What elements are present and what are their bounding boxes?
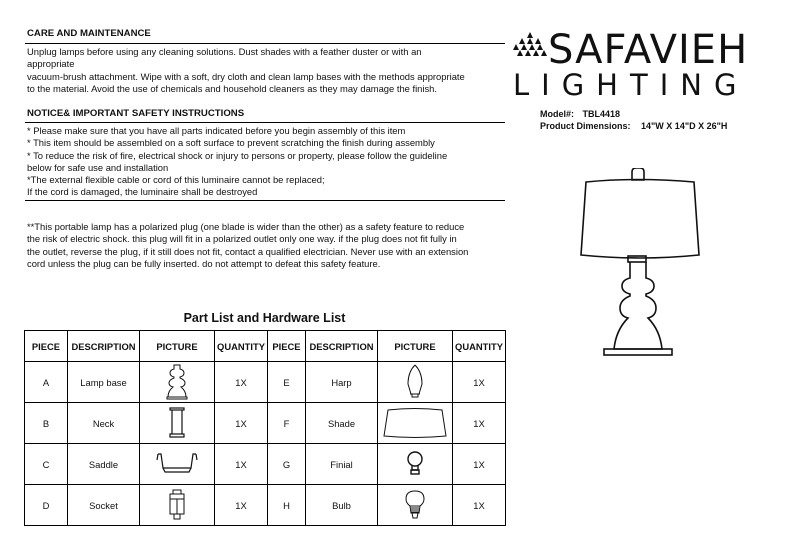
description-cell: Finial bbox=[306, 444, 378, 485]
care-line: to the material. Avoid the use of chemicals and household cleaners as they may damage the finish. bbox=[27, 82, 437, 94]
model-label: Model#: bbox=[540, 109, 575, 119]
parts-table bbox=[24, 330, 506, 526]
description-cell: Saddle bbox=[68, 444, 140, 485]
safety-line: below for safe use and installation bbox=[27, 161, 169, 173]
header-piece: PIECE bbox=[268, 331, 306, 362]
header-description: DESCRIPTION bbox=[68, 331, 140, 362]
description-cell: Lamp base bbox=[68, 362, 140, 403]
parts-title: Part List and Hardware List bbox=[183, 311, 346, 325]
plug-line: the outlet, reverse the plug, if it still does not fit, contact a qualified electrician. Never use with an extension bbox=[27, 245, 469, 257]
picture-cell bbox=[140, 403, 215, 444]
care-divider bbox=[25, 43, 505, 44]
table-row bbox=[25, 485, 506, 526]
saddle-icon bbox=[155, 450, 199, 478]
neck-icon bbox=[166, 406, 188, 440]
header-quantity: QUANTITY bbox=[215, 331, 268, 362]
piece-cell: C bbox=[25, 444, 68, 485]
quantity-cell: 1X bbox=[215, 444, 268, 485]
quantity-cell: 1X bbox=[453, 444, 506, 485]
description-cell: Harp bbox=[306, 362, 378, 403]
care-text bbox=[27, 46, 465, 95]
safety-divider bbox=[25, 122, 505, 123]
product-dimensions bbox=[540, 121, 727, 131]
safety-line: If the cord is damaged, the luminaire shall be destroyed bbox=[27, 186, 258, 198]
table-lamp-illustration bbox=[580, 168, 700, 358]
safety-line: * This item should be assembled on a soft surface to prevent scratching the finish during assembly bbox=[27, 137, 435, 149]
description-cell: Socket bbox=[68, 485, 140, 526]
quantity-cell: 1X bbox=[453, 403, 506, 444]
bulb-icon bbox=[402, 489, 428, 521]
picture-cell bbox=[140, 485, 215, 526]
safety-line: * To reduce the risk of fire, electrical shock or injury to persons or property, please follow the guideline bbox=[27, 149, 448, 161]
table-row bbox=[25, 362, 506, 403]
picture-cell bbox=[140, 362, 215, 403]
plug-line: the risk of electric shock. this plug will fit in a polarized outlet only one way. if the plug does not fit fully in bbox=[27, 233, 457, 245]
header-quantity: QUANTITY bbox=[453, 331, 506, 362]
piece-cell: B bbox=[25, 403, 68, 444]
chandelier-logo-icon bbox=[512, 30, 548, 64]
care-line: vacuum-brush attachment. Wipe with a soft, dry cloth and clean lamp bases with the methods appropriate bbox=[27, 70, 465, 82]
table-header-row bbox=[25, 331, 506, 362]
care-title: CARE AND MAINTENANCE bbox=[27, 28, 151, 39]
table-row bbox=[25, 444, 506, 485]
plug-line: **This portable lamp has a polarized plug (one blade is wider than the other) as a safety feature to reduce bbox=[27, 221, 465, 232]
description-cell: Bulb bbox=[306, 485, 378, 526]
description-cell: Neck bbox=[68, 403, 140, 444]
quantity-cell: 1X bbox=[453, 362, 506, 403]
safety-line: * Please make sure that you have all parts indicated before you begin assembly of this item bbox=[27, 125, 406, 136]
picture-cell bbox=[378, 444, 453, 485]
brand-subtitle: LIGHTING bbox=[513, 68, 749, 102]
shade-icon bbox=[382, 406, 448, 440]
picture-cell bbox=[378, 403, 453, 444]
safety-bottom-divider bbox=[25, 200, 505, 201]
piece-cell: A bbox=[25, 362, 68, 403]
header-picture: PICTURE bbox=[378, 331, 453, 362]
brand-name: SAFAVIEH bbox=[548, 27, 749, 73]
piece-cell: E bbox=[268, 362, 306, 403]
care-line: Unplug lamps before using any cleaning solutions. Dust shades with a feather duster or with an bbox=[27, 46, 422, 57]
dims-value: 14"W X 14"D X 26"H bbox=[641, 121, 728, 131]
piece-cell: F bbox=[268, 403, 306, 444]
harp-icon bbox=[403, 364, 427, 400]
finial-icon bbox=[403, 449, 427, 479]
piece-cell: G bbox=[268, 444, 306, 485]
quantity-cell: 1X bbox=[215, 485, 268, 526]
quantity-cell: 1X bbox=[215, 362, 268, 403]
safety-title: NOTICE& IMPORTANT SAFETY INSTRUCTIONS bbox=[27, 108, 245, 119]
header-piece: PIECE bbox=[25, 331, 68, 362]
safety-text bbox=[27, 125, 447, 199]
header-description: DESCRIPTION bbox=[306, 331, 378, 362]
model-number bbox=[540, 109, 620, 119]
picture-cell bbox=[378, 485, 453, 526]
piece-cell: D bbox=[25, 485, 68, 526]
quantity-cell: 1X bbox=[215, 403, 268, 444]
description-cell: Shade bbox=[306, 403, 378, 444]
quantity-cell: 1X bbox=[453, 485, 506, 526]
plug-line: cord unless the plug can be fully inserted. do not attempt to defeat this safety feature. bbox=[27, 257, 381, 269]
plug-notice bbox=[27, 221, 468, 270]
header-picture: PICTURE bbox=[140, 331, 215, 362]
piece-cell: H bbox=[268, 485, 306, 526]
care-line: appropriate bbox=[27, 58, 75, 70]
model-value: TBL4418 bbox=[582, 109, 621, 119]
picture-cell bbox=[140, 444, 215, 485]
picture-cell bbox=[378, 362, 453, 403]
table-row bbox=[25, 403, 506, 444]
lamp-base-icon bbox=[166, 364, 188, 400]
safety-line: *The external flexible cable or cord of this luminaire cannot be replaced; bbox=[27, 174, 325, 186]
socket-icon bbox=[165, 489, 189, 521]
dims-label: Product Dimensions: bbox=[540, 121, 631, 131]
